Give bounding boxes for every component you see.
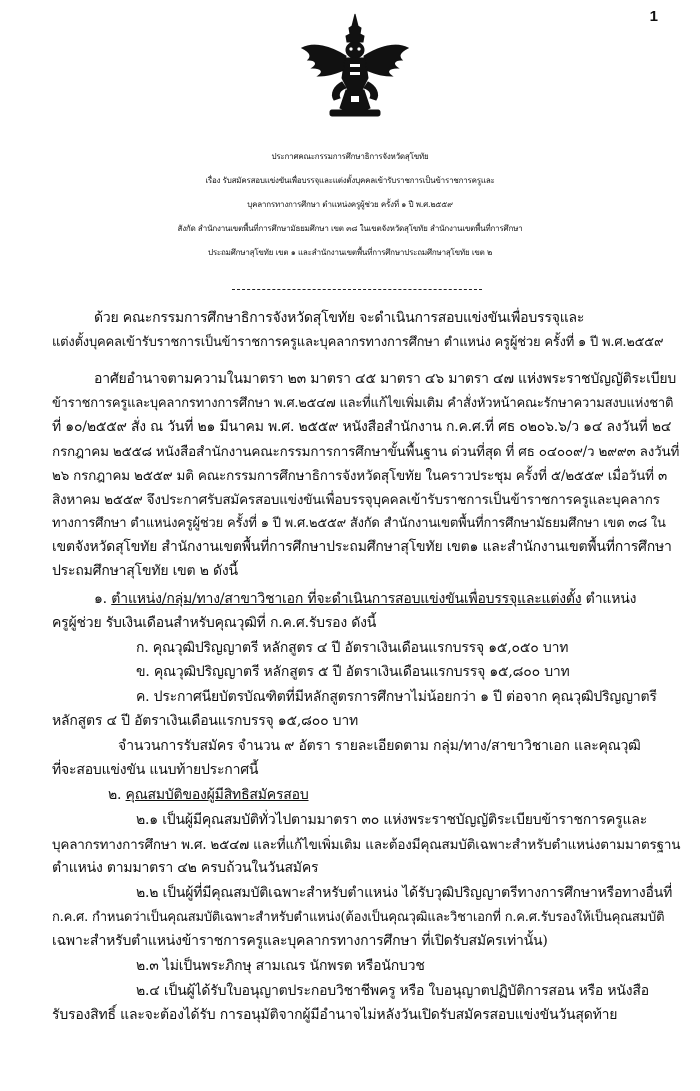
intro-line-2: แต่งตั้งบุคคลเข้ารับราชการเป็นข้าราชการครูและบุคลากรทางการศึกษา ตำแหน่ง ครูผู้ช่วย ครั้งที่ ๑ ปี พ.ศ.๒๕๕๙: [52, 335, 664, 350]
section-1-number: ๑.: [94, 591, 107, 607]
qualification-2-2-line-1: ๒.๒ เป็นผู้ที่มีคุณสมบัติเฉพาะสำหรับตำแหน่ง ได้รับวุฒิปริญญาตรีทางการศึกษาหรือทางอื่นที่: [136, 885, 673, 901]
announcement-title: ประกาศคณะกรรมการศึกษาธิการจังหวัดสุโขทัย: [271, 152, 429, 161]
section-2-title: คุณสมบัติของผู้มีสิทธิสมัครสอบ: [125, 787, 309, 803]
affiliation-line-2: ประถมศึกษาสุโขทัย เขต ๑ และสำนักงานเขตพื้นที่การศึกษาประถมศึกษาสุโขทัย เขต ๒: [207, 248, 493, 257]
authority-line-2: ข้าราชการครูและบุคลากรทางการศึกษา พ.ศ.๒๕๔๗ และที่แก้ไขเพิ่มเติม คำสั่งหัวหน้าคณะรักษาความสงบแห่งชาติ: [52, 396, 674, 411]
section-2-number: ๒.: [108, 787, 122, 803]
qualification-2-2-line-2: ก.ค.ศ. กำหนดว่าเป็นคุณสมบัติเฉพาะสำหรับตำแหน่ง(ต้องเป็นคุณวุฒิและวิชาเอกที่ ก.ค.ศ.รับรองให้เป็นคุณสมบัติ: [52, 910, 665, 925]
section-1-line-2: ครูผู้ช่วย รับเงินเดือนสำหรับคุณวุฒิที่ ก.ค.ศ.รับรอง ดังนี้: [52, 615, 377, 631]
authority-line-7: ทางการศึกษา ตำแหน่งครูผู้ช่วย ครั้งที่ ๑ ปี พ.ศ.๒๕๕๙ สังกัด สำนักงานเขตพื้นที่การศึกษามัธยมศึกษา เขต ๓๘ ใน: [52, 516, 666, 531]
qualification-2-2-line-3: เฉพาะสำหรับตำแหน่งข้าราชการครูและบุคลากรทางการศึกษา ที่เปิดรับสมัครเท่านั้น): [52, 933, 548, 949]
vacancy-count-line-1: จำนวนการรับสมัคร จำนวน ๙ อัตรา รายละเอียดตาม กลุ่ม/ทาง/สาขาวิชาเอก และคุณวุฒิ: [118, 738, 641, 754]
authority-line-6: สิงหาคม ๒๕๕๙ จึงประกาศรับสมัครสอบแข่งขันเพื่อบรรจุบุคคลเข้ารับราชการเป็นข้าราชการครูและบุคลากร: [52, 492, 660, 508]
garuda-emblem-icon: [300, 12, 410, 120]
section-1-heading: [94, 588, 636, 610]
section-2-heading: [108, 784, 309, 806]
authority-line-9: ประถมศึกษาสุโขทัย เขต ๒ ดังนี้: [52, 563, 238, 579]
salary-item-c-line-2: หลักสูตร ๔ ปี อัตราเงินเดือนแรกบรรจุ ๑๕,๘๐๐ บาท: [52, 713, 359, 729]
section-1-title: ตำแหน่ง/กลุ่ม/ทาง/สาขาวิชาเอก ที่จะดำเนินการสอบแข่งขันเพื่อบรรจุและแต่งตั้ง: [111, 591, 582, 607]
salary-item-c-line-1: ค. ประกาศนียบัตรบัณฑิตที่มีหลักสูตรการศึกษาไม่น้อยกว่า ๑ ปี ต่อจาก คุณวุฒิปริญญาตรี: [136, 689, 657, 705]
qualification-2-3: ๒.๓ ไม่เป็นพระภิกษุ สามเณร นักพรต หรือนักบวช: [136, 958, 425, 974]
qualification-2-1-line-3: ตำแหน่ง ตามมาตรา ๔๒ ครบถ้วนในวันสมัคร: [52, 860, 319, 876]
qualification-2-4-line-2: รับรองสิทธิ์ และจะต้องได้รับ การอนุมัติจากผู้มีอำนาจไม่หลังวันเปิดรับสมัครสอบแข่งขันวันสุดท้าย: [52, 1007, 618, 1023]
subject-line-1: เรื่อง รับสมัครสอบแข่งขันเพื่อบรรจุและแต่งตั้งบุคคลเข้ารับราชการเป็นข้าราชการครูและ: [205, 176, 495, 185]
qualification-2-1-line-2: บุคลากรทางการศึกษา พ.ศ. ๒๕๔๗ และที่แก้ไขเพิ่มเติม และต้องมีคุณสมบัติเฉพาะสำหรับตำแหน่งตามมาตรฐาน: [52, 837, 681, 853]
header-divider: [232, 289, 482, 290]
authority-line-8: เขตจังหวัดสุโขทัย สำนักงานเขตพื้นที่การศึกษาประถมศึกษาสุโขทัย เขต๑ และสำนักงานเขตพื้นที่การศึกษา: [52, 539, 672, 555]
authority-line-4: กรกฎาคม ๒๕๕๘ หนังสือสำนักงานคณะกรรมการการศึกษาขั้นพื้นฐาน ด่วนที่สุด ที่ ศธ ๐๔๐๐๙/ว ๒๙๙๓ ลงวันที่: [52, 444, 680, 460]
authority-line-1: อาศัยอำนาจตามความในมาตรา ๒๓ มาตรา ๔๕ มาตรา ๔๖ มาตรา ๔๗ แห่งพระราชบัญญัติระเบียบ: [94, 371, 677, 387]
authority-line-5: ๒๖ กรกฎาคม ๒๕๕๙ มติ คณะกรรมการศึกษาธิการจังหวัดสุโขทัย ในคราวประชุม ครั้งที่ ๕/๒๕๕๙ เมื่อวันที่ ๓: [52, 468, 667, 484]
salary-item-b: ข. คุณวุฒิปริญญาตรี หลักสูตร ๕ ปี อัตราเงินเดือนแรกบรรจุ ๑๕,๘๐๐ บาท: [136, 664, 570, 680]
authority-line-3: ที่ ๑๐/๒๕๕๙ สั่ง ณ วันที่ ๒๑ มีนาคม พ.ศ. ๒๕๕๙ หนังสือสำนักงาน ก.ค.ศ.ที่ ศธ ๐๒๐๖.๖/ว ๑๔ ลงวันที่ ๒๔: [52, 419, 672, 435]
qualification-2-1-line-1: ๒.๑ เป็นผู้มีคุณสมบัติทั่วไปตามมาตรา ๓๐ แห่งพระราชบัญญัติระเบียบข้าราชการครูและ: [136, 812, 648, 828]
affiliation-line-1: สังกัด สำนักงานเขตพื้นที่การศึกษามัธยมศึกษา เขต ๓๘ ในเขตจังหวัดสุโขทัย สำนักงานเขตพื้นที่การศึกษา: [177, 224, 523, 233]
page-number: 1: [649, 8, 658, 25]
salary-item-a: ก. คุณวุฒิปริญญาตรี หลักสูตร ๔ ปี อัตราเงินเดือนแรกบรรจุ ๑๕,๐๕๐ บาท: [136, 640, 569, 656]
vacancy-count-line-2: ที่จะสอบแข่งขัน แนบท้ายประกาศนี้: [52, 762, 259, 778]
qualification-2-4-line-1: ๒.๔ เป็นผู้ได้รับใบอนุญาตประกอบวิชาชีพครู หรือ ใบอนุญาตปฏิบัติการสอน หรือ หนังสือ: [136, 983, 649, 999]
section-1-title-tail: ตำแหน่ง: [581, 591, 637, 607]
subject-line-2: บุคลากรทางการศึกษา ตำแหน่งครูผู้ช่วย ครั้งที่ ๑ ปี พ.ศ.๒๕๕๙: [247, 200, 453, 209]
intro-line-1: ด้วย คณะกรรมการศึกษาธิการจังหวัดสุโขทัย จะดำเนินการสอบแข่งขันเพื่อบรรจุและ: [94, 310, 585, 326]
